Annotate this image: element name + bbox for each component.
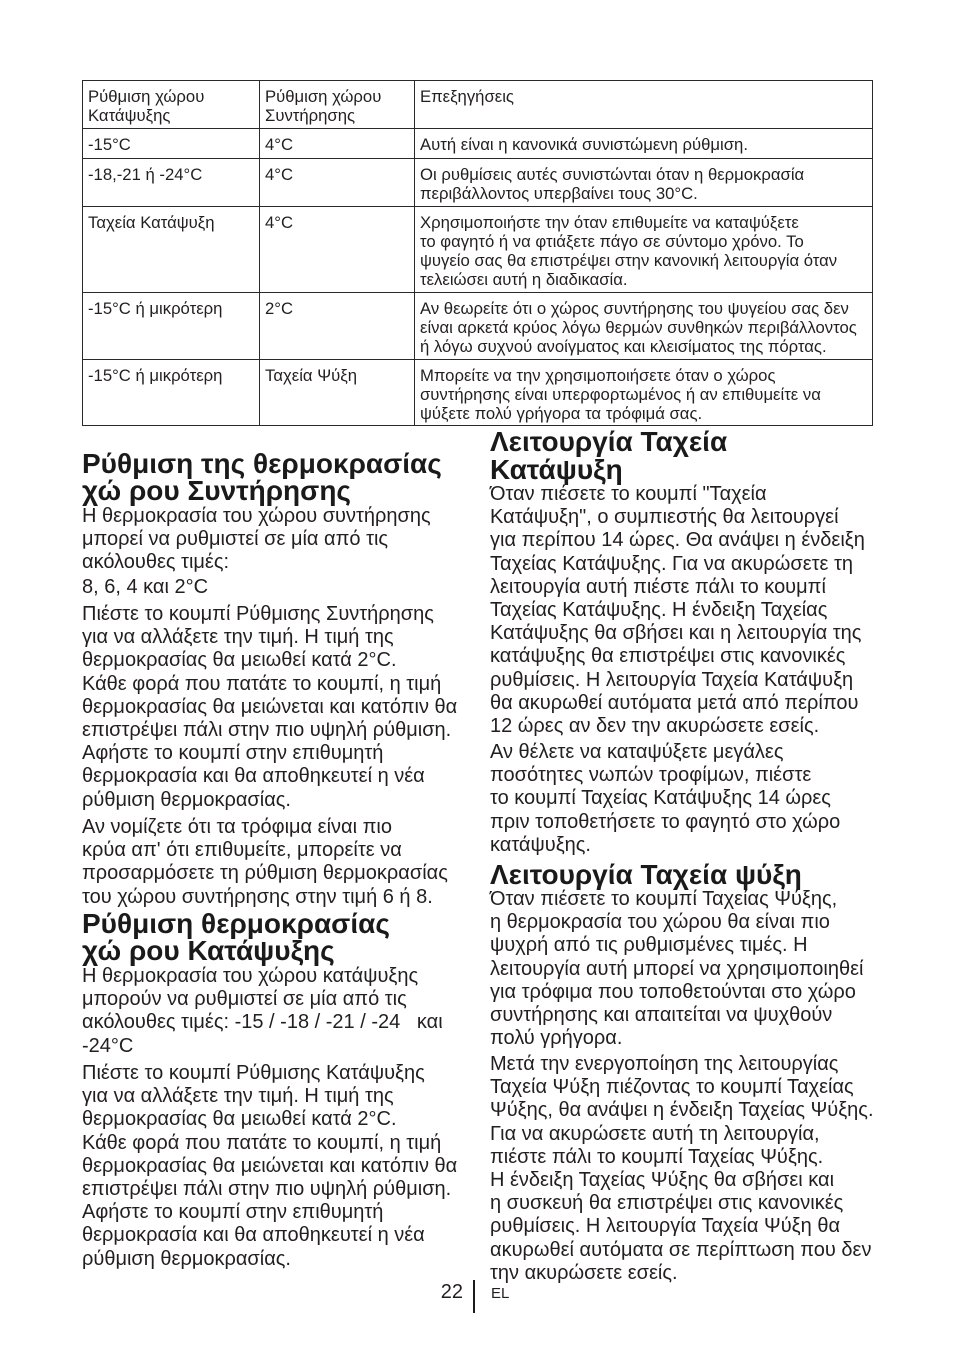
text-line: λειτουργία αυτή μπορεί να χρησιμοποιηθεί [490,957,864,980]
cell-line: Ταχεία Κατάψυξη [88,213,215,232]
body-paragraph [490,483,872,738]
cell-line: -15°C [88,135,131,154]
text-line: Η ένδειξη Ταχείας Ψύξης θα σβήσει και [490,1169,835,1192]
cell-line: 4°C [265,213,294,232]
text-line: θερμοκρασίας θα μειώνεται και κατόπιν θα [82,695,458,718]
heading-line: χώ ρου Κατάψυξης [82,935,335,966]
text-line: ρύθμιση θερμοκρασίας. [82,788,291,811]
text-line: Για να ακυρώσετε αυτή τη λειτουργία, [490,1122,820,1145]
fridge-setting-cell [260,293,415,360]
table-row [83,207,873,293]
explanation-cell [415,207,873,293]
cell-line: συντήρησης είναι υπερφορτωμένος ή αν επιθυμείτε να [420,385,821,404]
text-line: Η θερμοκρασία του χώρου κατάψυξης [82,965,419,987]
cell-line: 4°C [265,165,294,184]
text-line: το κουμπί Ταχείας Κατάψυξης 14 ώρες [490,787,831,810]
text-line: η θερμοκρασία του χώρου θα είναι πιο [490,911,830,934]
table-row [83,159,873,207]
freezer-setting-cell [83,159,260,207]
text-line: Κατάψυξη", ο συμπιεστής θα λειτουργεί [490,506,839,529]
cell-line: -15°C ή μικρότερη [88,366,223,385]
cell-line: Αν θεωρείτε ότι ο χώρος συντήρησης του ψυγείου σας δεν [420,299,849,318]
text-line: κατάψυξης. [490,833,591,856]
body-paragraph [490,888,872,1050]
text-line: Κάθε φορά που πατάτε το κουμπί, η τιμή [82,672,442,695]
text-line: Πιέστε το κουμπί Ρύθμισης Συντήρησης [82,603,434,625]
body-paragraph [490,741,872,857]
table-row [83,293,873,360]
settings-table [82,80,873,426]
cell-line: Ρύθμιση χώρου [88,87,205,106]
body-paragraph [490,1053,872,1285]
text-line: Κάθε φορά που πατάτε το κουμπί, η τιμή [82,1131,442,1154]
text-line: Αν νομίζετε ότι τα τρόφιμα είναι πιο [82,816,392,838]
text-line: θερμοκρασίας θα μειωθεί κατά 2°C. [82,1108,397,1131]
text-line: Η θερμοκρασία του χώρου συντήρησης [82,505,431,527]
column-header-explanation [415,81,873,129]
text-line: ρυθμίσεις. Η λειτουργία Ταχεία Κατάψυξη [490,668,854,691]
column-header-freezer [83,81,260,129]
heading-line: Λειτουργία Ταχεία [490,426,728,457]
text-line: ρύθμιση θερμοκρασίας. [82,1247,291,1270]
heading-line: Κατάψυξη [490,454,623,485]
text-line: ψυχρή από τις ρυθμισμένες τιμές. Η [490,934,808,957]
text-line: πριν τοποθετήσετε το φαγητό στο χώρο [490,810,841,833]
text-line: Αφήστε το κουμπί στην επιθυμητή [82,742,384,765]
footer-divider [473,1280,475,1313]
text-line: Κατάψυξης θα σβήσει και η λειτουργία της [490,622,862,645]
text-line: θερμοκρασία και θα αποθηκευτεί η νέα [82,765,425,788]
text-line: πολύ γρήγορα. [490,1027,623,1050]
text-line: ρυθμίσεις. Η λειτουργία Ταχεία Ψύξη θα [490,1215,840,1238]
cell-line: -18,-21 ή -24°C [88,165,203,184]
text-line: -24°C [82,1034,134,1057]
body-paragraph [82,1062,463,1271]
text-line: ποσότητες νωπών τροφίμων, πιέστε [490,764,812,787]
text-line: Μετά την ενεργοποίηση της λειτουργίας [490,1053,839,1075]
section-heading [82,450,463,504]
explanation-cell [415,293,873,360]
text-line: προσαρμόσετε τη ρύθμιση θερμοκρασίας [82,862,448,885]
cell-line: Κατάψυξης [88,106,171,125]
body-paragraph [82,816,463,909]
text-line: ακόλουθες τιμές: [82,551,230,574]
section-heading [490,428,872,484]
column-header-fridge [260,81,415,129]
text-line: Πιέστε το κουμπί Ρύθμισης Κατάψυξης [82,1062,425,1084]
text-line: την ακυρώσετε εσείς. [490,1261,678,1284]
text-line: κρύα απ' ότι επιθυμείτε, μπορείτε να [82,839,402,862]
cell-line: 4°C [265,135,294,154]
text-line: 12 ώρες αν δεν την ακυρώσετε εσείς. [490,715,820,738]
text-line: λειτουργία αυτή πιέστε πάλι το κουμπί [490,575,826,598]
cell-line: Χρησιμοποιήστε την όταν επιθυμείτε να καταψύξετε [420,213,799,232]
text-line: συντήρησης και απαιτείται να ψυχθούν [490,1004,833,1027]
cell-line: Μπορείτε να την χρησιμοποιήσετε όταν ο χώρος [420,366,776,385]
section-heading [82,910,463,964]
text-line: Ταχείας Κατάψυξης. Για να ακυρώσετε τη [490,552,854,575]
text-line: Αφήστε το κουμπί στην επιθυμητή [82,1201,384,1224]
text-line: θα ακυρωθεί αυτόματα μετά από περίπου [490,691,859,714]
text-line: θερμοκρασία και θα αποθηκευτεί η νέα [82,1224,425,1247]
cell-line: ψυγείο σας θα επιστρέψει στην κανονική λειτουργία όταν [420,251,838,270]
page-number: 22 [440,1281,463,1303]
table-row [83,129,873,159]
heading-line: Λειτουργία Ταχεία ψύξη [490,859,802,890]
text-line: ακόλουθες τιμές: -15 / -18 / -21 / -24 και [82,1011,443,1034]
cell-line: περιβάλλοντος υπερβαίνει τους 30°C. [420,184,698,203]
freezer-setting-cell [83,207,260,293]
cell-line: Ταχεία Ψύξη [265,366,358,385]
text-line: η συσκευή θα επιστρέψει στις κανονικές [490,1192,844,1215]
section-heading [490,861,872,888]
language-code: EL [491,1285,510,1302]
cell-line: -15°C ή μικρότερη [88,299,223,318]
text-line: για περίπου 14 ώρες. Θα ανάψει η ένδειξη [490,529,865,552]
cell-line: τελειώσει αυτή η διαδικασία. [420,270,628,289]
freezer-setting-cell [83,293,260,360]
cell-line: Αυτή είναι η κανονικά συνιστώμενη ρύθμιση. [420,135,748,154]
cell-line: είναι αρκετά κρύος λόγω θερμών συνθηκών περιβάλλοντος [420,318,857,337]
text-line: επιστρέψει πάλι στην πιο υψηλή ρύθμιση. [82,719,452,742]
text-line: μπορεί να ρυθμιστεί σε μία από τις [82,528,389,551]
cell-line: Οι ρυθμίσεις αυτές συνιστώνται όταν η θερμοκρασία [420,165,805,184]
text-line: επιστρέψει πάλι στην πιο υψηλή ρύθμιση. [82,1178,452,1201]
text-line: Ψύξης, θα ανάψει η ένδειξη Ταχείας Ψύξης. [490,1099,874,1122]
cell-line: ή λόγω συχνού ανοίγματος και κλεισίματος της πόρτας. [420,337,827,356]
text-line: για να αλλάξετε την τιμή. Η τιμή της [82,626,394,649]
text-line: Αν θέλετε να καταψύξετε μεγάλες [490,741,784,763]
heading-line: χώ ρου Συντήρησης [82,475,351,506]
explanation-cell [415,129,873,159]
text-line: του χώρου συντήρησης στην τιμή 6 ή 8. [82,885,433,908]
body-paragraph [82,505,463,575]
text-line: θερμοκρασίας θα μειωθεί κατά 2°C. [82,649,397,672]
body-paragraph [82,603,463,812]
explanation-cell [415,159,873,207]
text-line: για τρόφιμα που τοποθετούνται στο χώρο [490,980,856,1003]
table-header-row [83,81,873,129]
text-line: ακυρωθεί αυτόματα σε περίπτωση που δεν [490,1238,872,1261]
body-paragraph [82,965,463,1058]
cell-line: το φαγητό ή να φτιάξετε πάγο σε σύντομο χρόνο. Το [420,232,804,251]
cell-line: Επεξηγήσεις [420,87,514,106]
cell-line: Συντήρησης [265,106,356,125]
fridge-setting-cell [260,129,415,159]
fridge-setting-cell [260,360,415,426]
heading-line: Ρύθμιση θερμοκρασίας [82,908,390,939]
text-line: Όταν πιέσετε το κουμπί Ταχείας Ψύξης, [490,888,838,910]
table-row [83,360,873,426]
text-line: μπορούν να ρυθμιστεί σε μία από τις [82,988,407,1011]
fridge-setting-cell [260,159,415,207]
text-line: για να αλλάξετε την τιμή. Η τιμή της [82,1085,394,1108]
text-line: Ταχεία Ψύξη πιέζοντας το κουμπί Ταχείας [490,1076,854,1099]
text-line: Όταν πιέσετε το κουμπί "Ταχεία [490,483,767,505]
text-line: πιέστε πάλι το κουμπί Ταχείας Ψύξης. [490,1145,824,1168]
cell-line: 2°C [265,299,294,318]
fridge-setting-cell [260,207,415,293]
text-line: κατάψυξης θα επιστρέψει στις κανονικές [490,645,846,668]
body-paragraph [82,576,463,599]
freezer-setting-cell [83,360,260,426]
cell-line: ψύξετε πολύ γρήγορα τα τρόφιμά σας. [420,404,703,423]
text-line: 8, 6, 4 και 2°C [82,576,209,598]
cell-line: Ρύθμιση χώρου [265,87,382,106]
explanation-cell [415,360,873,426]
text-line: θερμοκρασίας θα μειώνεται και κατόπιν θα [82,1154,458,1177]
text-line: Ταχείας Κατάψυξης. Η ένδειξη Ταχείας [490,599,828,622]
heading-line: Ρύθμιση της θερμοκρασίας [82,448,442,479]
freezer-setting-cell [83,129,260,159]
